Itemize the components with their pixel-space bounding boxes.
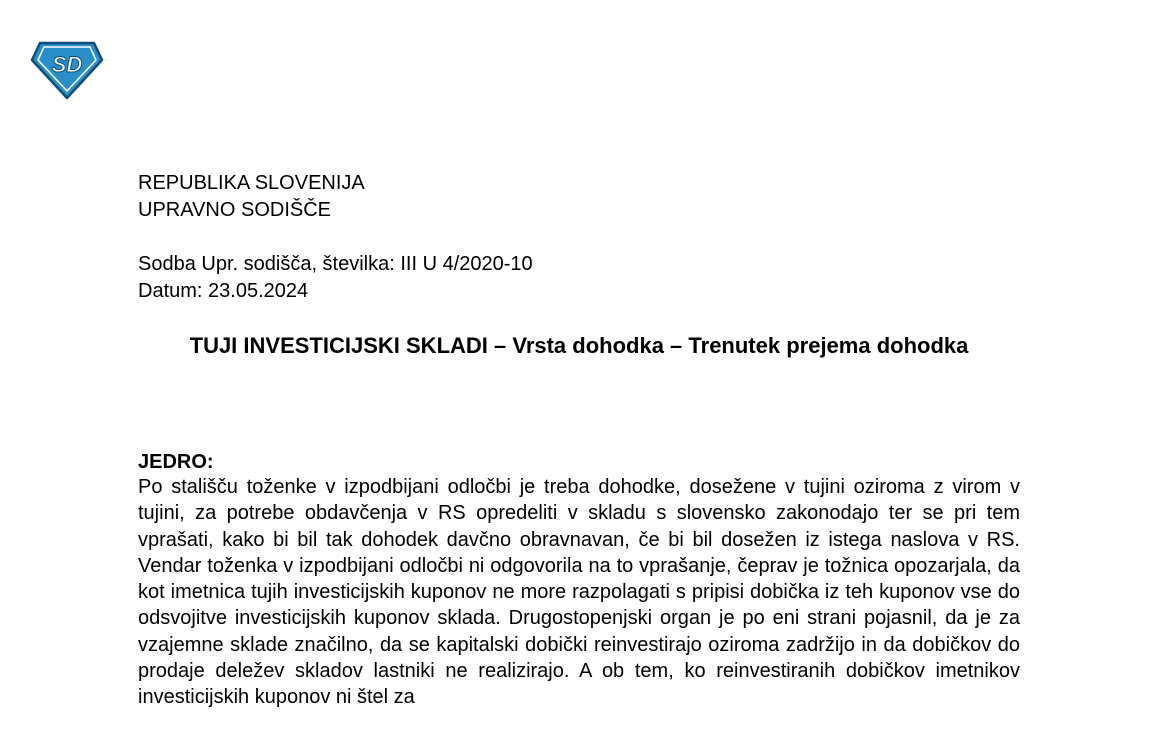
core-heading: JEDRO:	[138, 451, 214, 473]
logo-letters: SD	[51, 52, 83, 77]
core-text: Po stališču toženke v izpodbijani odločbi je treba dohodke, dosežene v tujini oziroma z virom v tujini, za potrebe obdavčenja v RS opredeliti v skladu s slovensko zakonodajo ter se pri tem vprašati, kako bi bil tak dohodek davčno obravnavan, če bi bil dosežen iz istega naslova v RS. Vendar toženka v izpodbijani odločbi ni odgovorila na to vprašanje, čeprav je tožnica opozarjala, da kot imetnica tujih investicijskih kuponov ne more razpolagati s pripisi dobička iz teh kuponov vse do odsvojitve investicijskih kuponov sklada. Drugostopenjski organ je po eni strani pojasnil, da je za vzajemne sklade značilno, da se kapitalski dobički reinvestirajo oziroma zadržijo in da dobičkov do prodaje deležev skladov lastniki ne realizirajo. A ob tem, ko reinvestiranih dobičkov imetnikov investicijskih kuponov ni štel za	[138, 476, 1020, 709]
court-header	[138, 170, 738, 224]
judgment-date: Datum: 23.05.2024	[138, 280, 309, 302]
court-country: REPUBLIKA SLOVENIJA	[138, 172, 365, 194]
court-logo	[30, 40, 104, 100]
court-name: UPRAVNO SODIŠČE	[138, 199, 331, 221]
judgment-number: Sodba Upr. sodišča, številka: III U 4/2020-10	[138, 253, 533, 275]
document-title: TUJI INVESTICIJSKI SKLADI – Vrsta dohodka – Trenutek prejema dohodka	[189, 333, 969, 358]
judgment-meta	[138, 251, 838, 305]
